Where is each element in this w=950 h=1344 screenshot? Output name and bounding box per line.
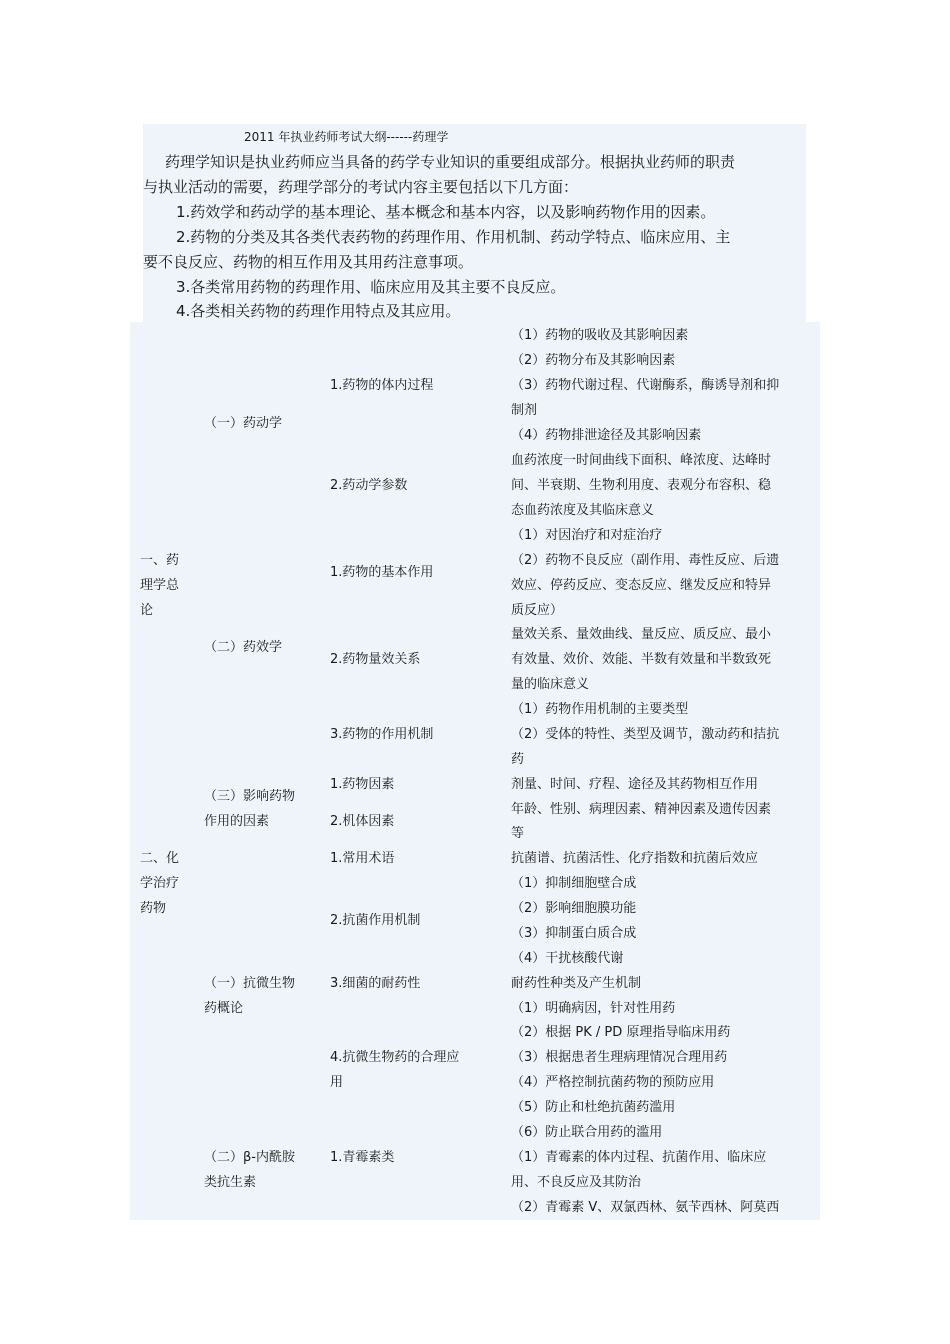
point-line: （2）药物不良反应（副作用、毒性反应、后遗 xyxy=(511,553,780,568)
point-line: 药 xyxy=(511,752,525,767)
point-line: （2）根据 PK / PD 原理指导临床用药 xyxy=(511,1025,731,1040)
subunit-label: 1.药物因素 xyxy=(330,777,395,792)
point-line: 质反应） xyxy=(511,603,564,618)
point-line: （4）干扰核酸代谢 xyxy=(511,951,624,966)
point-line: （6）防止联合用药的滥用 xyxy=(511,1125,663,1140)
unit-cell xyxy=(140,598,153,623)
point-line: 用、不良反应及其防治 xyxy=(511,1175,642,1190)
subunit-label: 1.药物的基本作用 xyxy=(330,565,434,580)
point-line: 等 xyxy=(511,826,525,841)
subunit-label: 1.常用术语 xyxy=(330,851,395,866)
point-line: 有效量、效价、效能、半数有效量和半数致死 xyxy=(511,652,772,667)
subunit-label: 1.青霉素类 xyxy=(330,1150,395,1165)
subunit-label: 2.抗菌作用机制 xyxy=(330,913,421,928)
point-line: 血药浓度一时间曲线下面积、峰浓度、达峰时 xyxy=(511,453,772,468)
point-line: （2）药物分布及其影响因素 xyxy=(511,353,676,368)
point-line: （3）根据患者生理病理情况合理用药 xyxy=(511,1050,728,1065)
subunit-label: 2.药物量效关系 xyxy=(330,652,421,667)
point-line: 制剂 xyxy=(511,403,538,418)
subunit-label: 3.细菌的耐药性 xyxy=(330,976,421,991)
subunit-label: 2.机体因素 xyxy=(330,814,395,829)
intro-item-2-line-1: 2.药物的分类及其各类代表药物的药理作用、作用机制、药动学特点、临床应用、主 xyxy=(176,228,731,246)
point-line: （3）抑制蛋白质合成 xyxy=(511,926,637,941)
unit-label-line: 论 xyxy=(140,603,154,618)
subunit-label: 4.抗微生物药的合理应 xyxy=(330,1050,460,1065)
section-label: （三）影响药物 xyxy=(204,789,296,804)
unit-cell xyxy=(140,573,179,598)
document-title: 2011 年执业药师考试大纲------药理学 xyxy=(244,130,449,144)
unit-label-line: 二、化 xyxy=(140,851,180,866)
unit-cell xyxy=(140,846,179,871)
point-line: 效应、停药反应、变态反应、继发反应和特异 xyxy=(511,578,772,593)
unit-label-line: 药物 xyxy=(140,901,167,916)
point-line: （1）青霉素的体内过程、抗菌作用、临床应 xyxy=(511,1150,767,1165)
point-line: （1）药物的吸收及其影响因素 xyxy=(511,328,689,343)
intro-item-3: 3.各类常用药物的药理作用、临床应用及其主要不良反应。 xyxy=(176,278,566,296)
subunit-label: 2.药动学参数 xyxy=(330,478,408,493)
intro-item-1: 1.药效学和药动学的基本理论、基本概念和基本内容，以及影响药物作用的因素。 xyxy=(176,203,716,221)
point-line: （1）对因治疗和对症治疗 xyxy=(511,528,663,543)
unit-label-line: 学治疗 xyxy=(140,876,180,891)
point-line: （1）药物作用机制的主要类型 xyxy=(511,702,689,717)
section-label: （一）药动学 xyxy=(204,416,283,431)
unit-cell xyxy=(140,548,179,573)
point-line: 量的临床意义 xyxy=(511,677,590,692)
section-label: （一）抗微生物 xyxy=(204,976,296,991)
subunit-label: 1.药物的体内过程 xyxy=(330,378,434,393)
point-line: （2）青霉素 V、双氯西林、氨苄西林、阿莫西 xyxy=(511,1200,780,1215)
point-line: 间、半衰期、生物利用度、表观分布容积、稳 xyxy=(511,478,772,493)
point-line: 量效关系、量效曲线、量反应、质反应、最小 xyxy=(511,627,772,642)
unit-label-line: 一、药 xyxy=(140,553,180,568)
point-line: （1）抑制细胞壁合成 xyxy=(511,876,637,891)
point-line: 耐药性种类及产生机制 xyxy=(511,976,642,991)
point-line: 年龄、性别、病理因素、精神因素及遗传因素 xyxy=(511,802,772,817)
point-line: （4）药物排泄途径及其影响因素 xyxy=(511,428,702,443)
unit-label-line: 理学总 xyxy=(140,578,180,593)
point-line: （1）明确病因，针对性用药 xyxy=(511,1001,676,1016)
point-line: 抗菌谱、抗菌活性、化疗指数和抗菌后效应 xyxy=(511,851,759,866)
point-line: （5）防止和杜绝抗菌药滥用 xyxy=(511,1100,676,1115)
section-label: （二）药效学 xyxy=(204,640,283,655)
intro-paragraph-line-2: 与执业活动的需要，药理学部分的考试内容主要包括以下几方面： xyxy=(143,178,579,196)
section-label: 作用的因素 xyxy=(204,814,270,829)
point-line: （2）受体的特性、类型及调节，激动药和拮抗 xyxy=(511,727,780,742)
point-line: 剂量、时间、疗程、途径及其药物相互作用 xyxy=(511,777,759,792)
intro-paragraph-line-1: 药理学知识是执业药师应当具备的药学专业知识的重要组成部分。根据执业药师的职责 xyxy=(165,153,736,171)
intro-item-4: 4.各类相关药物的药理作用特点及其应用。 xyxy=(176,302,461,320)
section-label: （二）β-内酰胺 xyxy=(204,1150,295,1165)
point-line: （2）影响细胞膜功能 xyxy=(511,901,637,916)
point-line: 态血药浓度及其临床意义 xyxy=(511,503,655,518)
point-line: （3）药物代谢过程、代谢酶系，酶诱导剂和抑 xyxy=(511,378,780,393)
point-line: （4）严格控制抗菌药物的预防应用 xyxy=(511,1075,715,1090)
subunit-label: 用 xyxy=(330,1075,344,1090)
section-label: 药概论 xyxy=(204,1001,244,1016)
intro-item-2-line-2: 要不良反应、药物的相互作用及其用药注意事项。 xyxy=(143,253,474,271)
unit-cell xyxy=(140,871,179,896)
subunit-label: 3.药物的作用机制 xyxy=(330,727,434,742)
section-label: 类抗生素 xyxy=(204,1175,257,1190)
unit-cell xyxy=(140,896,166,921)
